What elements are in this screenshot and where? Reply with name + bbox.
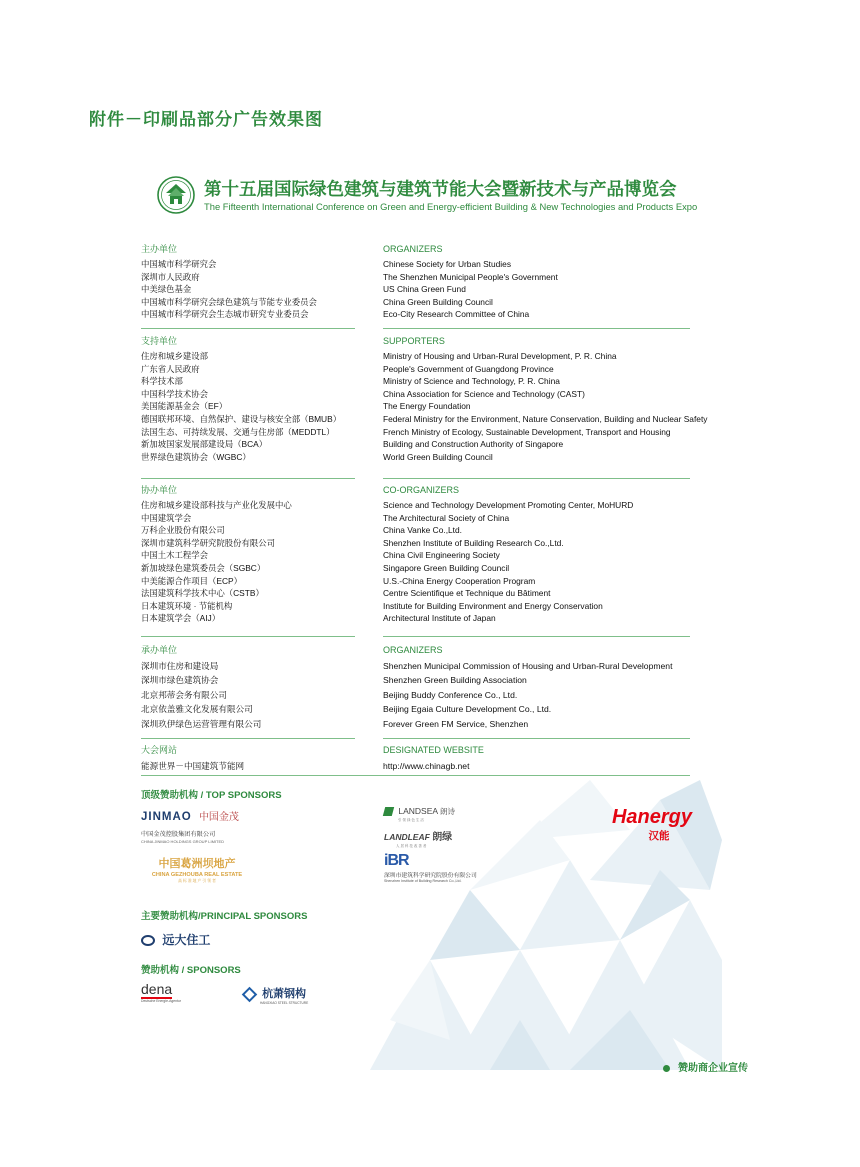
bullet-dot-icon	[663, 1065, 670, 1072]
list-item: US China Green Fund	[383, 284, 466, 295]
list-item: 深圳市住房和建设局	[141, 661, 219, 671]
ibr-name-en: Shenzhen Institute of Building Research Co.,Ltd.	[384, 879, 462, 883]
ibr-logo	[384, 852, 477, 883]
list-item: 北京邦蒂会务有限公司	[141, 689, 227, 700]
co-organizers-cn-title: 协办单位	[141, 485, 178, 495]
landsea-icon	[383, 807, 394, 816]
list-item: Ministry of Science and Technology, P. R. China	[383, 376, 560, 387]
website-cn-title: 大会网站	[141, 745, 178, 755]
list-item: 中国城市科学研究会生态城市研究专业委员会	[141, 309, 309, 320]
divider	[141, 738, 355, 739]
landsea-name: LANDSEA	[398, 806, 438, 816]
list-item: 中国科学技术协会	[141, 388, 208, 399]
list-item: Shenzhen Green Building Association	[383, 675, 527, 686]
organizers-en	[383, 243, 558, 321]
list-item: Singapore Green Building Council	[383, 562, 510, 573]
co-organizers-en-title: CO-ORGANIZERS	[383, 485, 460, 495]
website-cn	[141, 744, 244, 773]
list-item: The Energy Foundation	[383, 401, 471, 412]
list-item: Eco-City Research Committee of China	[383, 309, 530, 320]
list-item: Beijing Buddy Conference Co., Ltd.	[383, 689, 518, 700]
list-item: 能源世界－中国建筑节能网	[141, 761, 245, 771]
conference-title-cn: 第十五届国际绿色建筑与建筑节能大会暨新技术与产品博览会	[204, 179, 677, 199]
gezhouba-name-cn: 中国葛洲坝地产	[158, 858, 236, 870]
list-item: 住房和城乡建设部	[141, 351, 208, 361]
organizers-cn-title: 主办单位	[141, 244, 178, 254]
list-item: 中国土木工程学会	[141, 550, 208, 561]
list-item: 美国能源基金会（EF）	[141, 401, 228, 412]
website-link[interactable]: http://www.chinagb.net	[383, 761, 470, 771]
conference-logo	[157, 176, 195, 214]
list-item: 科学技术部	[141, 376, 183, 387]
yuanda-logo	[141, 931, 210, 948]
list-item: 日本建筑学会（AIJ）	[141, 613, 221, 624]
list-item: 中美能源合作项目（ECP）	[141, 575, 242, 586]
list-item: 世界绿色建筑协会（WGBC）	[141, 451, 251, 462]
divider	[383, 738, 690, 739]
footer-label	[663, 1059, 748, 1074]
divider	[383, 328, 690, 329]
hangxiao-name-en: HANGXIAO STEEL STRUCTURE	[260, 1001, 309, 1005]
website-en	[383, 744, 484, 773]
list-item: Building and Construction Authority of Singapore	[383, 439, 564, 450]
co-organizers-en	[383, 484, 633, 625]
landleaf-slogan: 人 居 科 技 改 善 者	[396, 844, 427, 848]
conference-title-en: The Fifteenth International Conference on Green and Energy-efficient Building & New Technologies and Products Expo	[204, 201, 698, 212]
hangxiao-name: 杭萧钢构	[262, 988, 307, 1000]
list-item: China Association for Science and Technology (CAST)	[383, 388, 585, 399]
list-item: Shenzhen Municipal Commission of Housing and Urban-Rural Development	[383, 661, 673, 671]
organizers-en-title: ORGANIZERS	[383, 244, 443, 254]
hanergy-logo	[601, 806, 703, 843]
list-item: 中美绿色基金	[141, 284, 192, 295]
host-organizers-en-title: ORGANIZERS	[383, 645, 443, 655]
list-item: 中国建筑学会	[141, 512, 192, 523]
jinmao-name-cn: 中国金茂控股集团有限公司	[141, 831, 216, 838]
list-item: Shenzhen Institute of Building Research Co.,Ltd.	[383, 537, 564, 548]
divider	[383, 478, 690, 479]
dena-name: dena	[141, 981, 173, 997]
organizers-cn	[141, 243, 317, 321]
list-item: French Ministry of Ecology, Sustainable Development, Transport and Housing	[383, 426, 671, 437]
jinmao-logo-text: JINMAO	[141, 811, 192, 823]
list-item: 深圳玖伊绿色运营管理有限公司	[141, 718, 262, 729]
list-item: 新加坡国家发展部建设局（BCA）	[141, 439, 268, 450]
list-item: Chinese Society for Urban Studies	[383, 259, 512, 269]
hangxiao-icon	[242, 986, 258, 1002]
host-organizers-cn-title: 承办单位	[141, 645, 178, 655]
supporters-en	[383, 335, 707, 463]
landsea-slogan: 引 领 绿 色 生 活	[398, 818, 424, 822]
list-item: Federal Ministry for the Environment, Nature Conservation, Building and Nuclear Safety	[383, 413, 708, 424]
divider	[141, 775, 690, 776]
list-item: China Civil Engineering Society	[383, 550, 500, 561]
hangxiao-logo	[244, 985, 308, 1005]
dena-logo	[141, 981, 181, 1003]
principal-sponsors-title: 主要赞助机构/PRINCIPAL SPONSORS	[141, 911, 308, 922]
gezhouba-name-en: CHINA GEZHOUBA REAL ESTATE	[151, 872, 243, 878]
divider	[141, 478, 355, 479]
list-item: U.S.-China Energy Cooperation Program	[383, 575, 536, 586]
jinmao-logo-cn: 中国金茂	[198, 812, 239, 823]
co-organizers-cn	[141, 484, 292, 625]
list-item: 德国联邦环境、自然保护、建设与核安全部（BMUB）	[141, 413, 342, 424]
hanergy-name-cn: 汉能	[648, 830, 670, 842]
gezhouba-slogan: 高 标 准 地 产 引 领 者	[178, 879, 216, 883]
list-item: Science and Technology Development Promoting Center, MoHURD	[383, 500, 634, 510]
list-item: Centre Scientifique et Technique du Bâtiment	[383, 588, 551, 599]
divider	[141, 328, 355, 329]
list-item: 深圳市人民政府	[141, 271, 200, 282]
dena-subtitle: Deutsche Energie-Agentur	[141, 999, 181, 1003]
list-item: Institute for Building Environment and Energy Conservation	[383, 600, 603, 611]
list-item: 新加坡绿色建筑委员会（SGBC）	[141, 562, 266, 573]
list-item: World Green Building Council	[383, 451, 493, 462]
yuanda-name: 远大住工	[162, 933, 211, 947]
website-en-title: DESIGNATED WEBSITE	[383, 745, 484, 755]
list-item: 深圳市建筑科学研究院股份有限公司	[141, 537, 275, 548]
list-item: The Architectural Society of China	[383, 512, 510, 523]
jinmao-logo	[141, 808, 239, 844]
list-item: 深圳市绿色建筑协会	[141, 675, 219, 686]
divider	[383, 636, 690, 637]
list-item: 法国建筑科学技术中心（CSTB）	[141, 588, 264, 599]
list-item: China Green Building Council	[383, 296, 493, 307]
list-item: 住房和城乡建设部科技与产业化发展中心	[141, 500, 292, 510]
list-item: China Vanke Co.,Ltd.	[383, 525, 462, 536]
list-item: 中国城市科学研究会绿色建筑与节能专业委员会	[141, 296, 317, 307]
landleaf-name-cn: 朗绿	[432, 832, 453, 843]
landsea-name-cn: 朗诗	[439, 807, 455, 816]
landleaf-name: LANDLEAF	[384, 832, 430, 842]
yuanda-icon	[141, 935, 155, 946]
landleaf-logo	[384, 828, 452, 849]
list-item: 中国城市科学研究会	[141, 259, 217, 269]
supporters-cn	[141, 335, 341, 463]
ibr-name-cn: 深圳市建筑科学研究院股份有限公司	[384, 873, 477, 879]
list-item: Ministry of Housing and Urban-Rural Development, P. R. China	[383, 351, 617, 361]
sponsors-title: 赞助机构 / SPONSORS	[141, 965, 241, 976]
list-item: 法国生态、可持续发展、交通与住房部（MEDDTL）	[141, 426, 335, 437]
host-organizers-cn	[141, 644, 261, 731]
ibr-logo-text: iBR	[384, 852, 409, 869]
top-sponsors-title: 顶级赞助机构 / TOP SPONSORS	[141, 790, 282, 801]
gezhouba-logo	[145, 855, 249, 884]
footer-text: 赞助商企业宣传	[678, 1063, 748, 1074]
divider	[141, 636, 355, 637]
supporters-en-title: SUPPORTERS	[383, 336, 445, 346]
hanergy-name: Hanergy	[611, 806, 693, 828]
list-item: People's Government of Guangdong Province	[383, 363, 554, 374]
host-organizers-en	[383, 644, 672, 731]
jinmao-name-en: CHINA JINMAO HOLDINGS GROUP LIMITED	[141, 839, 225, 844]
list-item: The Shenzhen Municipal People's Government	[383, 271, 558, 282]
list-item: Forever Green FM Service, Shenzhen	[383, 718, 529, 729]
list-item: 日本建筑环境 · 节能机构	[141, 600, 233, 611]
list-item: 北京依盖雅文化发展有限公司	[141, 704, 253, 715]
page-heading: 附件－印刷品部分广告效果图	[89, 110, 323, 129]
list-item: 万科企业股份有限公司	[141, 525, 225, 536]
list-item: Beijing Egaia Culture Development Co., Ltd.	[383, 704, 552, 715]
list-item: 广东省人民政府	[141, 363, 200, 374]
list-item: Architectural Institute of Japan	[383, 613, 496, 624]
supporters-cn-title: 支持单位	[141, 336, 178, 346]
landsea-logo	[384, 806, 455, 823]
